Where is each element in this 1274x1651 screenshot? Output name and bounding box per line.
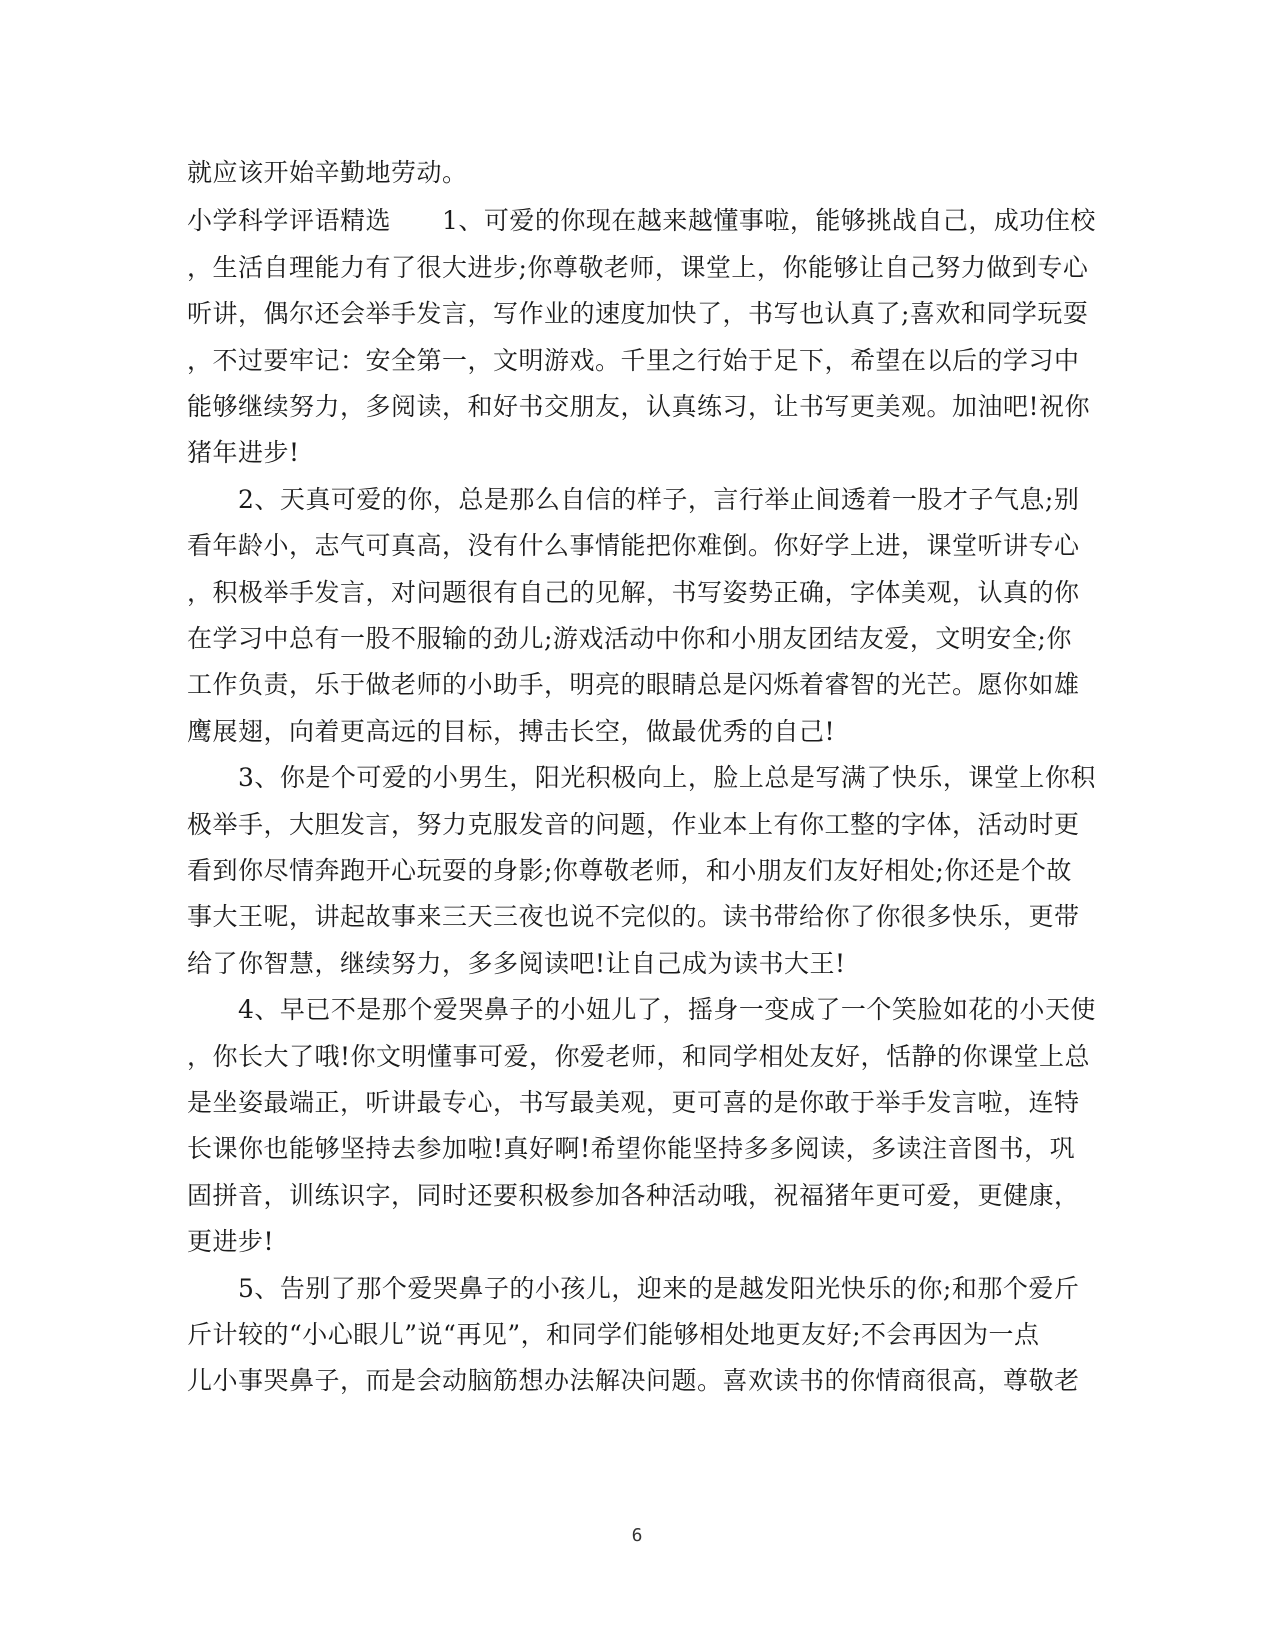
text-line: ，不过要牢记：安全第一，文明游戏。千里之行始于足下，希望在以后的学习中 xyxy=(187,346,1080,375)
text-line: ，你长大了哦!你文明懂事可爱，你爱老师，和同学相处友好，恬静的你课堂上总 xyxy=(187,1042,1091,1071)
text-line: 是坐姿最端正，听讲最专心，书写最美观，更可喜的是你敢于举手发言啦，连特 xyxy=(187,1088,1080,1117)
text-line: ，积极举手发言，对问题很有自己的见解，书写姿势正确，字体美观，认真的你 xyxy=(187,578,1080,607)
text-line: 小学科学评语精选 1、可爱的你现在越来越懂事啦，能够挑战自己，成功住校 xyxy=(187,206,1096,235)
text-line: 就应该开始辛勤地劳动。 xyxy=(187,158,468,187)
text-line: 4、早已不是那个爱哭鼻子的小妞儿了，摇身一变成了一个笑脸如花的小天使 xyxy=(187,995,1096,1024)
text-line: 鹰展翅，向着更高远的目标，搏击长空，做最优秀的自己! xyxy=(187,717,836,746)
text-line: 工作负责，乐于做老师的小助手，明亮的眼睛总是闪烁着睿智的光芒。愿你如雄 xyxy=(187,670,1080,699)
text-line: ，生活自理能力有了很大进步;你尊敬老师，课堂上，你能够让自己努力做到专心 xyxy=(187,253,1089,282)
text-line: 3、你是个可爱的小男生，阳光积极向上，脸上总是写满了快乐，课堂上你积 xyxy=(187,763,1096,792)
text-line: 听讲，偶尔还会举手发言，写作业的速度加快了，书写也认真了;喜欢和同学玩耍 xyxy=(187,299,1089,328)
text-line: 事大王呢，讲起故事来三天三夜也说不完似的。读书带给你了你很多快乐，更带 xyxy=(187,902,1080,931)
text-line: 能够继续努力，多阅读，和好书交朋友，认真练习，让书写更美观。加油吧!祝你 xyxy=(187,392,1091,421)
text-line: 看年龄小，志气可真高，没有什么事情能把你难倒。你好学上进，课堂听讲专心 xyxy=(187,531,1080,560)
text-line: 斤计较的“小心眼儿”说“再见”，和同学们能够相处地更友好;不会再因为一点 xyxy=(187,1320,1040,1349)
text-line: 给了你智慧，继续努力，多多阅读吧!让自己成为读书大王! xyxy=(187,949,846,978)
page-number: 6 xyxy=(631,1525,643,1546)
text-line: 长课你也能够坚持去参加啦!真好啊!希望你能坚持多多阅读，多读注音图书，巩 xyxy=(187,1134,1076,1163)
text-line: 固拼音，训练识字，同时还要积极参加各种活动哦，祝福猪年更可爱，更健康， xyxy=(187,1181,1080,1210)
text-line: 极举手，大胆发言，努力克服发音的问题，作业本上有你工整的字体，活动时更 xyxy=(187,810,1080,839)
text-line: 在学习中总有一股不服输的劲儿;游戏活动中你和小朋友团结友爱，文明安全;你 xyxy=(187,624,1072,653)
text-line: 2、天真可爱的你，总是那么自信的样子，言行举止间透着一股才子气息;别 xyxy=(187,485,1080,514)
text-line: 猪年进步! xyxy=(187,438,300,467)
text-line: 5、告别了那个爱哭鼻子的小孩儿，迎来的是越发阳光快乐的你;和那个爱斤 xyxy=(187,1274,1080,1303)
text-line: 更进步! xyxy=(187,1227,275,1256)
text-line: 看到你尽情奔跑开心玩耍的身影;你尊敬老师，和小朋友们友好相处;你还是个故 xyxy=(187,856,1072,885)
text-line: 儿小事哭鼻子，而是会动脑筋想办法解决问题。喜欢读书的你情商很高，尊敬老 xyxy=(187,1366,1080,1395)
